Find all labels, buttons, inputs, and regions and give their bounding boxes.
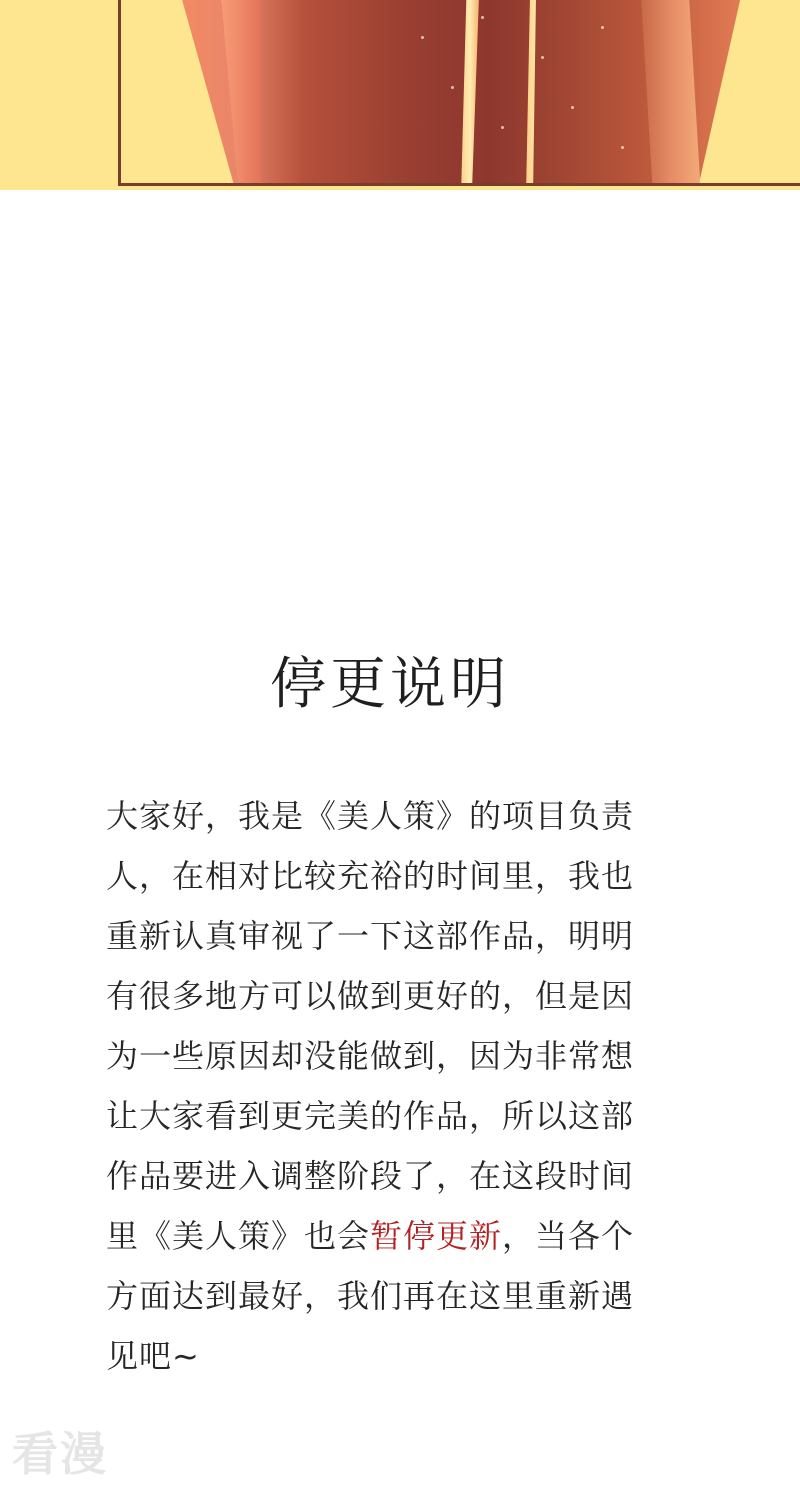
panel-sparkle: [601, 26, 604, 29]
notice-body-line: [106, 1026, 700, 1086]
body-text-segment: 有很多地方可以做到更好的，但是因: [106, 977, 635, 1015]
panel-sparkle: [421, 36, 424, 39]
notice-body-line: [106, 1146, 700, 1206]
comic-panel-illustration: [0, 0, 800, 190]
panel-sparkle: [571, 106, 574, 109]
notice-body: [106, 786, 700, 1386]
panel-sparkle: [541, 56, 544, 59]
body-text-segment: 重新认真审视了一下这部作品，明明: [106, 917, 635, 955]
highlighted-text: 暂停更新: [370, 1217, 503, 1255]
panel-sparkle: [621, 146, 624, 149]
body-text-segment: 为一些原因却没能做到，因为非常想: [106, 1037, 635, 1075]
panel-sparkle: [501, 126, 504, 129]
panel-frame: [118, 0, 800, 186]
notice-body-line: [106, 1206, 700, 1266]
body-text-segment: 见吧~: [106, 1337, 200, 1375]
notice-body-line: [106, 1326, 700, 1386]
panel-sparkle: [481, 16, 484, 19]
notice-body-line: [106, 966, 700, 1026]
notice-body-line: [106, 1266, 700, 1326]
panel-sparkle: [451, 86, 454, 89]
body-text-segment: ，当各个: [502, 1217, 635, 1255]
notice-body-line: [106, 906, 700, 966]
body-text-segment: 作品要进入调整阶段了，在这段时间: [106, 1157, 635, 1195]
notice-title: 停更说明: [270, 652, 510, 717]
notice-body-line: [106, 846, 700, 906]
body-text-segment: 里《美人策》也会: [106, 1217, 371, 1255]
site-watermark: 看漫: [12, 1427, 108, 1481]
notice-body-line: [106, 1086, 700, 1146]
notice-body-line: [106, 786, 700, 846]
body-text-segment: 让大家看到更完美的作品，所以这部: [106, 1097, 635, 1135]
body-text-segment: 大家好，我是《美人策》的项目负责: [106, 797, 635, 835]
body-text-segment: 人，在相对比较充裕的时间里，我也: [106, 857, 635, 895]
body-text-segment: 方面达到最好，我们再在这里重新遇: [106, 1277, 635, 1315]
